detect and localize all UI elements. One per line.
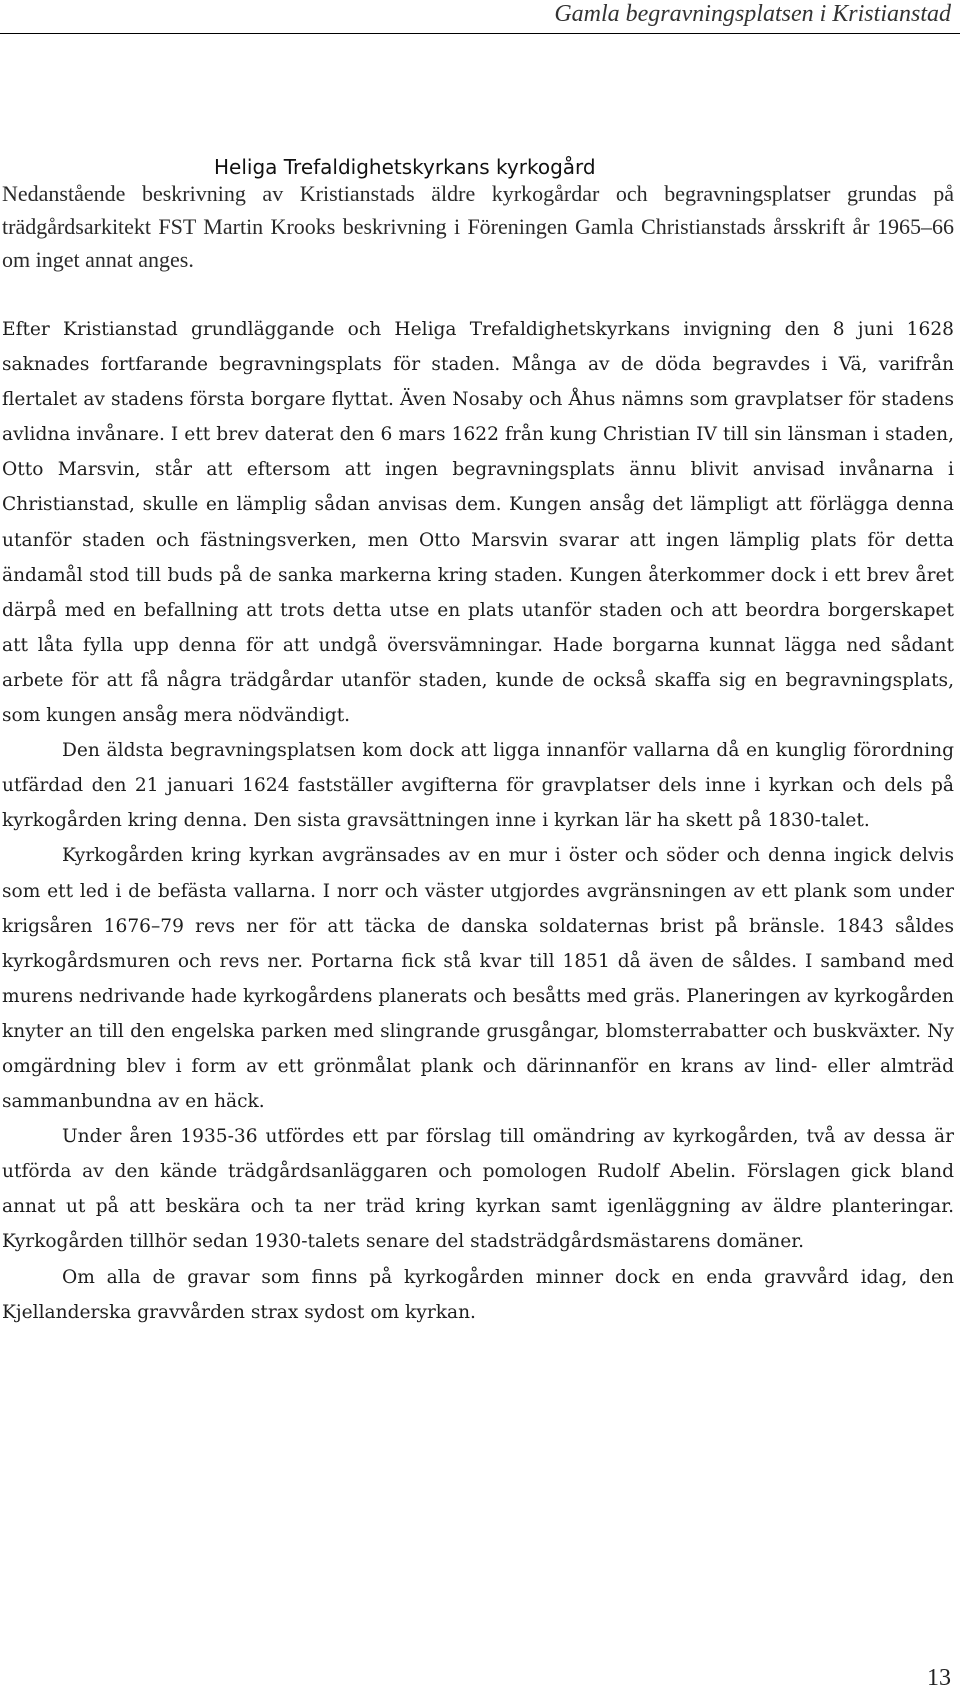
body-paragraph-3: Kyrkogården kring kyrkan avgränsades av en mur i öster och söder och denna ingick delvis som ett led i de befästa vallarna. I norr och väster utgjordes avgränsningen av ett plank som under krigsåren 1676–79 revs ner för att täcka de danska soldaternas brist på bränsle. 1843 såldes kyrkogårdsmuren och revs ner. Portarna fick stå kvar till 1851 då även de såldes. I samband med murens nedrivande hade kyrkogårdens planerats och besåtts med gräs. Planeringen av kyrkogården knyter an till den engelska parken med slingrande grusgångar, blomsterrabatter och buskväxter. Ny omgärdning blev i form av ett grönmålat plank och därinnanför en krans av lind- eller almträd sammanbundna av en häck. <box>2 845 954 1113</box>
body-paragraph-5: Om alla de gravar som finns på kyrkogården minner dock en enda gravvård idag, den Kjellanderska gravvården strax sydost om kyrkan. <box>2 1266 954 1323</box>
body-paragraph-1: Efter Kristianstad grundläggande och Heliga Trefaldighetskyrkans invigning den 8 juni 1628 saknades fortfarande begravningsplats för staden. Många av de döda begravdes i Vä, varifrån flertalet av stadens första borgare flyttat. Även Nosaby och Åhus nämns som gravplatser för stadens avlidna invånare. I ett brev daterat den 6 mars 1622 från kung Christian IV till sin länsman i staden, Otto Marsvin, står att eftersom att ingen begravningsplats ännu blivit anvisad invånarna i Christianstad, skulle en lämplig sådan anvisas dem. Kungen ansåg det lämpligt att förlägga denna utanför staden och fästningsverken, men Otto Marsvin svarar att ingen lämplig plats för detta ändamål stod till buds på de sanka markerna kring staden. Kungen återkommer dock i ett brev året därpå med en befallning att trots detta utse en plats utanför staden och att beordra borgerskapet att låta fylla upp denna för att undgå översvämningar. Hade borgarna kunnat lägga ned sådant arbete för att få några trädgårdar utanför staden, kunde de också skaffa sig en begravningsplats, som kungen ansåg mera nödvändigt. <box>2 319 954 727</box>
body-text <box>2 312 954 1330</box>
body-paragraph-4: Under åren 1935-36 utfördes ett par förslag till omändring av kyrkogården, två av dessa är utförda av den kände trädgårdsanläggaren och pomologen Rudolf Abelin. Förslagen gick bland annat ut på att beskära och ta ner träd kring kyrkan samt igenläggning av äldre planteringar. Kyrkogården tillhör sedan 1930-talets senare del stadsträdgårdsmästarens domäner. <box>2 1126 954 1253</box>
section-heading: Heliga Trefaldighetskyrkans kyrkogård <box>214 155 596 179</box>
body-paragraph-2: Den äldsta begravningsplatsen kom dock att ligga innanför vallarna då en kunglig förordning utfärdad den 21 januari 1624 fastställer avgifterna för gravplatser dels inne i kyrkan och dels på kyrkogården kring denna. Den sista gravsättningen inne i kyrkan lär ha skett på 1830-talet. <box>2 740 954 832</box>
running-header-title: Gamla begravningsplatsen i Kristianstad <box>554 1 951 27</box>
header-divider <box>0 33 960 34</box>
intro-paragraph: Nedanstående beskrivning av Kristianstads äldre kyrkogårdar och begravningsplatser grundas på trädgårdsarkitekt FST Martin Krooks beskrivning i Föreningen Gamla Christianstads årsskrift år 1965–66 om inget annat anges. <box>2 181 954 272</box>
page-number: 13 <box>927 1665 951 1691</box>
